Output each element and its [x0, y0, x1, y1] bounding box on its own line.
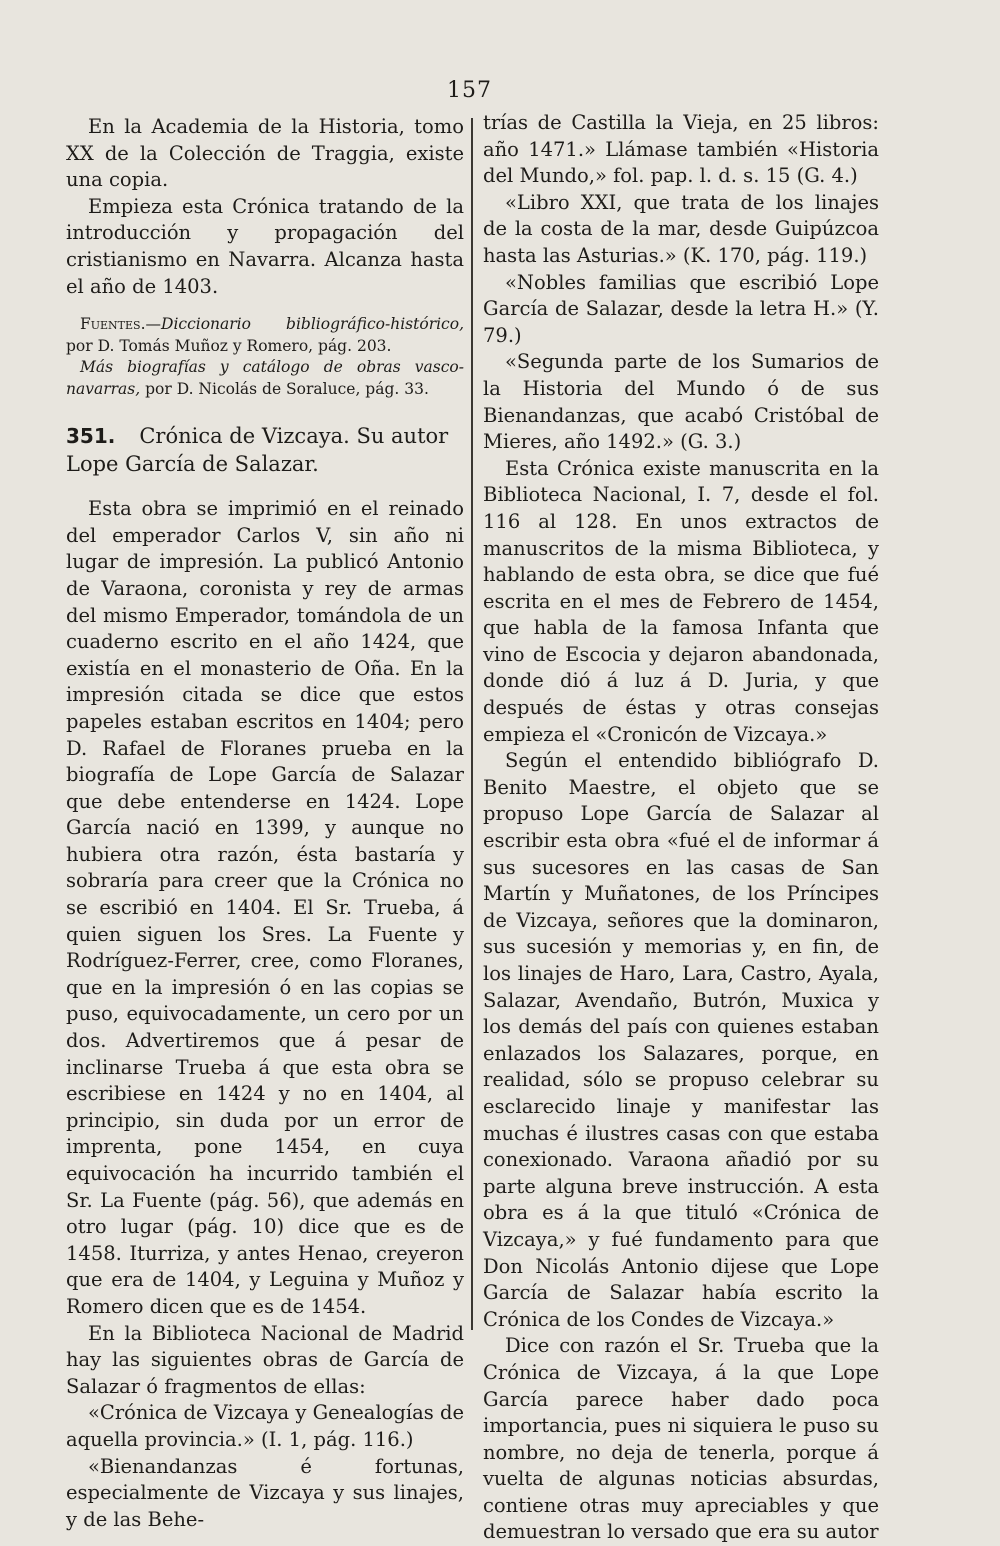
paragraph: «Crónica de Vizcaya y Genealogías de aquella provincia.» (I. 1, pág. 116.): [66, 1401, 464, 1451]
source-title: Diccionario bibliográfico-histórico,: [161, 315, 464, 334]
paragraph: Esta obra se imprimió en el reinado del emperador Carlos V, sin año ni lugar de impresión. La publicó Antonio de Varaona, coronista y rey de armas del mismo Emperador, tomándola de un cuaderno escrito en el año 1424, que existía en el monasterio de Oña. En la impresión citada se dice que estos papeles estaban escritos en 1404; pero D. Rafael de Floranes prueba en la biografía de Lope García de Salazar que debe entenderse en 1424. Lope García nació en 1399, y aunque no hubiera otra razón, ésta bastaría y sobraría para creer que la Crónica no se escribió en 1404. El Sr. Trueba, á quien siguen los Sres. La Fuente y Rodríguez-Ferrer, cree, como Floranes, que en la impresión ó en las copias se puso, equivocadamente, un cero por un dos. Advertiremos que á pesar de inclinarse Trueba á que esta obra se escribiese en 1424 y no en 1404, al principio, sin duda por un error de imprenta, pone 1454, en cuya equivocación ha incurrido también el Sr. La Fuente (pág. 56), que además en otro lugar (pág. 10) dice que es de 1458. Iturriza, y antes Henao, creyeron que era de 1404, y Leguina y Muñoz y Romero dicen que es de 1454.: [66, 497, 464, 1318]
paragraph: trías de Castilla la Vieja, en 25 libros: año 1471.» Llámase también «Historia del Mundo,» fol. pap. l. d. s. 15 (G. 4.): [483, 111, 879, 188]
section-title: Crónica de Vizcaya. Su autor Lope García de Salazar.: [66, 424, 449, 477]
left-column: [66, 114, 464, 1533]
sources-note: [66, 314, 464, 400]
paragraph: Empieza esta Crónica tratando de la introducción y propagación del cristianismo en Navarra. Alcanza hasta el año de 1403.: [66, 194, 464, 298]
page-number: 157: [447, 78, 492, 103]
paragraph: Esta Crónica existe manuscrita en la Biblioteca Nacional, I. 7, desde el fol. 116 al 128. En unos extractos de manuscritos de la misma Biblioteca, y hablando de esta obra, se dice que fué escrita en el mes de Febrero de 1454, que habla de la famosa Infanta que vino de Escocia y dejaron abandonada, donde dió á luz á D. Juria, y que después de éstas y otras consejas empieza el «Cronicón de Vizcaya.»: [483, 456, 879, 746]
source-entry: [66, 314, 464, 357]
right-column: [483, 110, 879, 1546]
source-title: Más biografías y catálogo de obras vasco-navarras,: [66, 358, 464, 398]
paragraph: Según el entendido bibliógrafo D. Benito Maestre, el objeto que se propuso Lope García de Salazar al escribir esta obra «fué el de informar á sus sucesores en las casas de San Martín y Muñatones, de los Príncipes de Vizcaya, señores que la dominaron, sus sucesión y memorias y, en fin, de los linajes de Haro, Lara, Castro, Ayala, Salazar, Avendaño, Butrón, Muxica y los demás del país con quienes estaban enlazados los Salazares, porque, en realidad, sólo se propuso celebrar su esclarecido linaje y manifestar las muchas é ilustres casas con que estaba conexionado. Varaona añadió por su parte alguna breve instrucción. A esta obra es á la que tituló «Crónica de Vizcaya,» y fué fundamento para que Don Nicolás Antonio dijese que Lope García de Salazar había escrito la Crónica de los Condes de Vizcaya.»: [483, 749, 879, 1331]
source-detail: por D. Tomás Muñoz y Romero, pág. 203.: [66, 336, 392, 355]
paragraph: Dice con razón el Sr. Trueba que la Crónica de Vizcaya, á la que Lope García parece haber dado poca importancia, pues ni siquiera le puso su nombre, no deja de tenerla, porque á vuelta de algunas noticias absurdas, contiene otras muy apreciables y que demuestran lo versado que era su autor: [483, 1334, 879, 1544]
source-entry: [66, 357, 464, 400]
source-detail: por D. Nicolás de Soraluce, pág. 33.: [140, 379, 429, 398]
section-heading: [66, 422, 464, 478]
paragraph: «Nobles familias que escribió Lope García de Salazar, desde la letra H.» (Y. 79.): [483, 270, 879, 347]
paragraph: «Libro XXI, que trata de los linajes de la costa de la mar, desde Guipúzcoa hasta las Asturias.» (K. 170, pág. 119.): [483, 190, 879, 267]
section-number: 351.: [66, 424, 116, 449]
sources-dash: —: [145, 315, 162, 334]
column-divider: [471, 118, 473, 1330]
paragraph: En la Biblioteca Nacional de Madrid hay las siguientes obras de García de Salazar ó fragmentos de ellas:: [66, 1321, 464, 1398]
paragraph: «Segunda parte de los Sumarios de la Historia del Mundo ó de sus Bienandanzas, que acabó Cristóbal de Mieres, año 1492.» (G. 3.): [483, 350, 879, 454]
paragraph: En la Academia de la Historia, tomo XX de la Colección de Traggia, existe una copia.: [66, 115, 464, 192]
sources-label: Fuentes.: [80, 315, 146, 334]
paragraph: «Bienandanzas é fortunas, especialmente de Vizcaya y sus linajes, y de las Behe-: [66, 1454, 464, 1531]
